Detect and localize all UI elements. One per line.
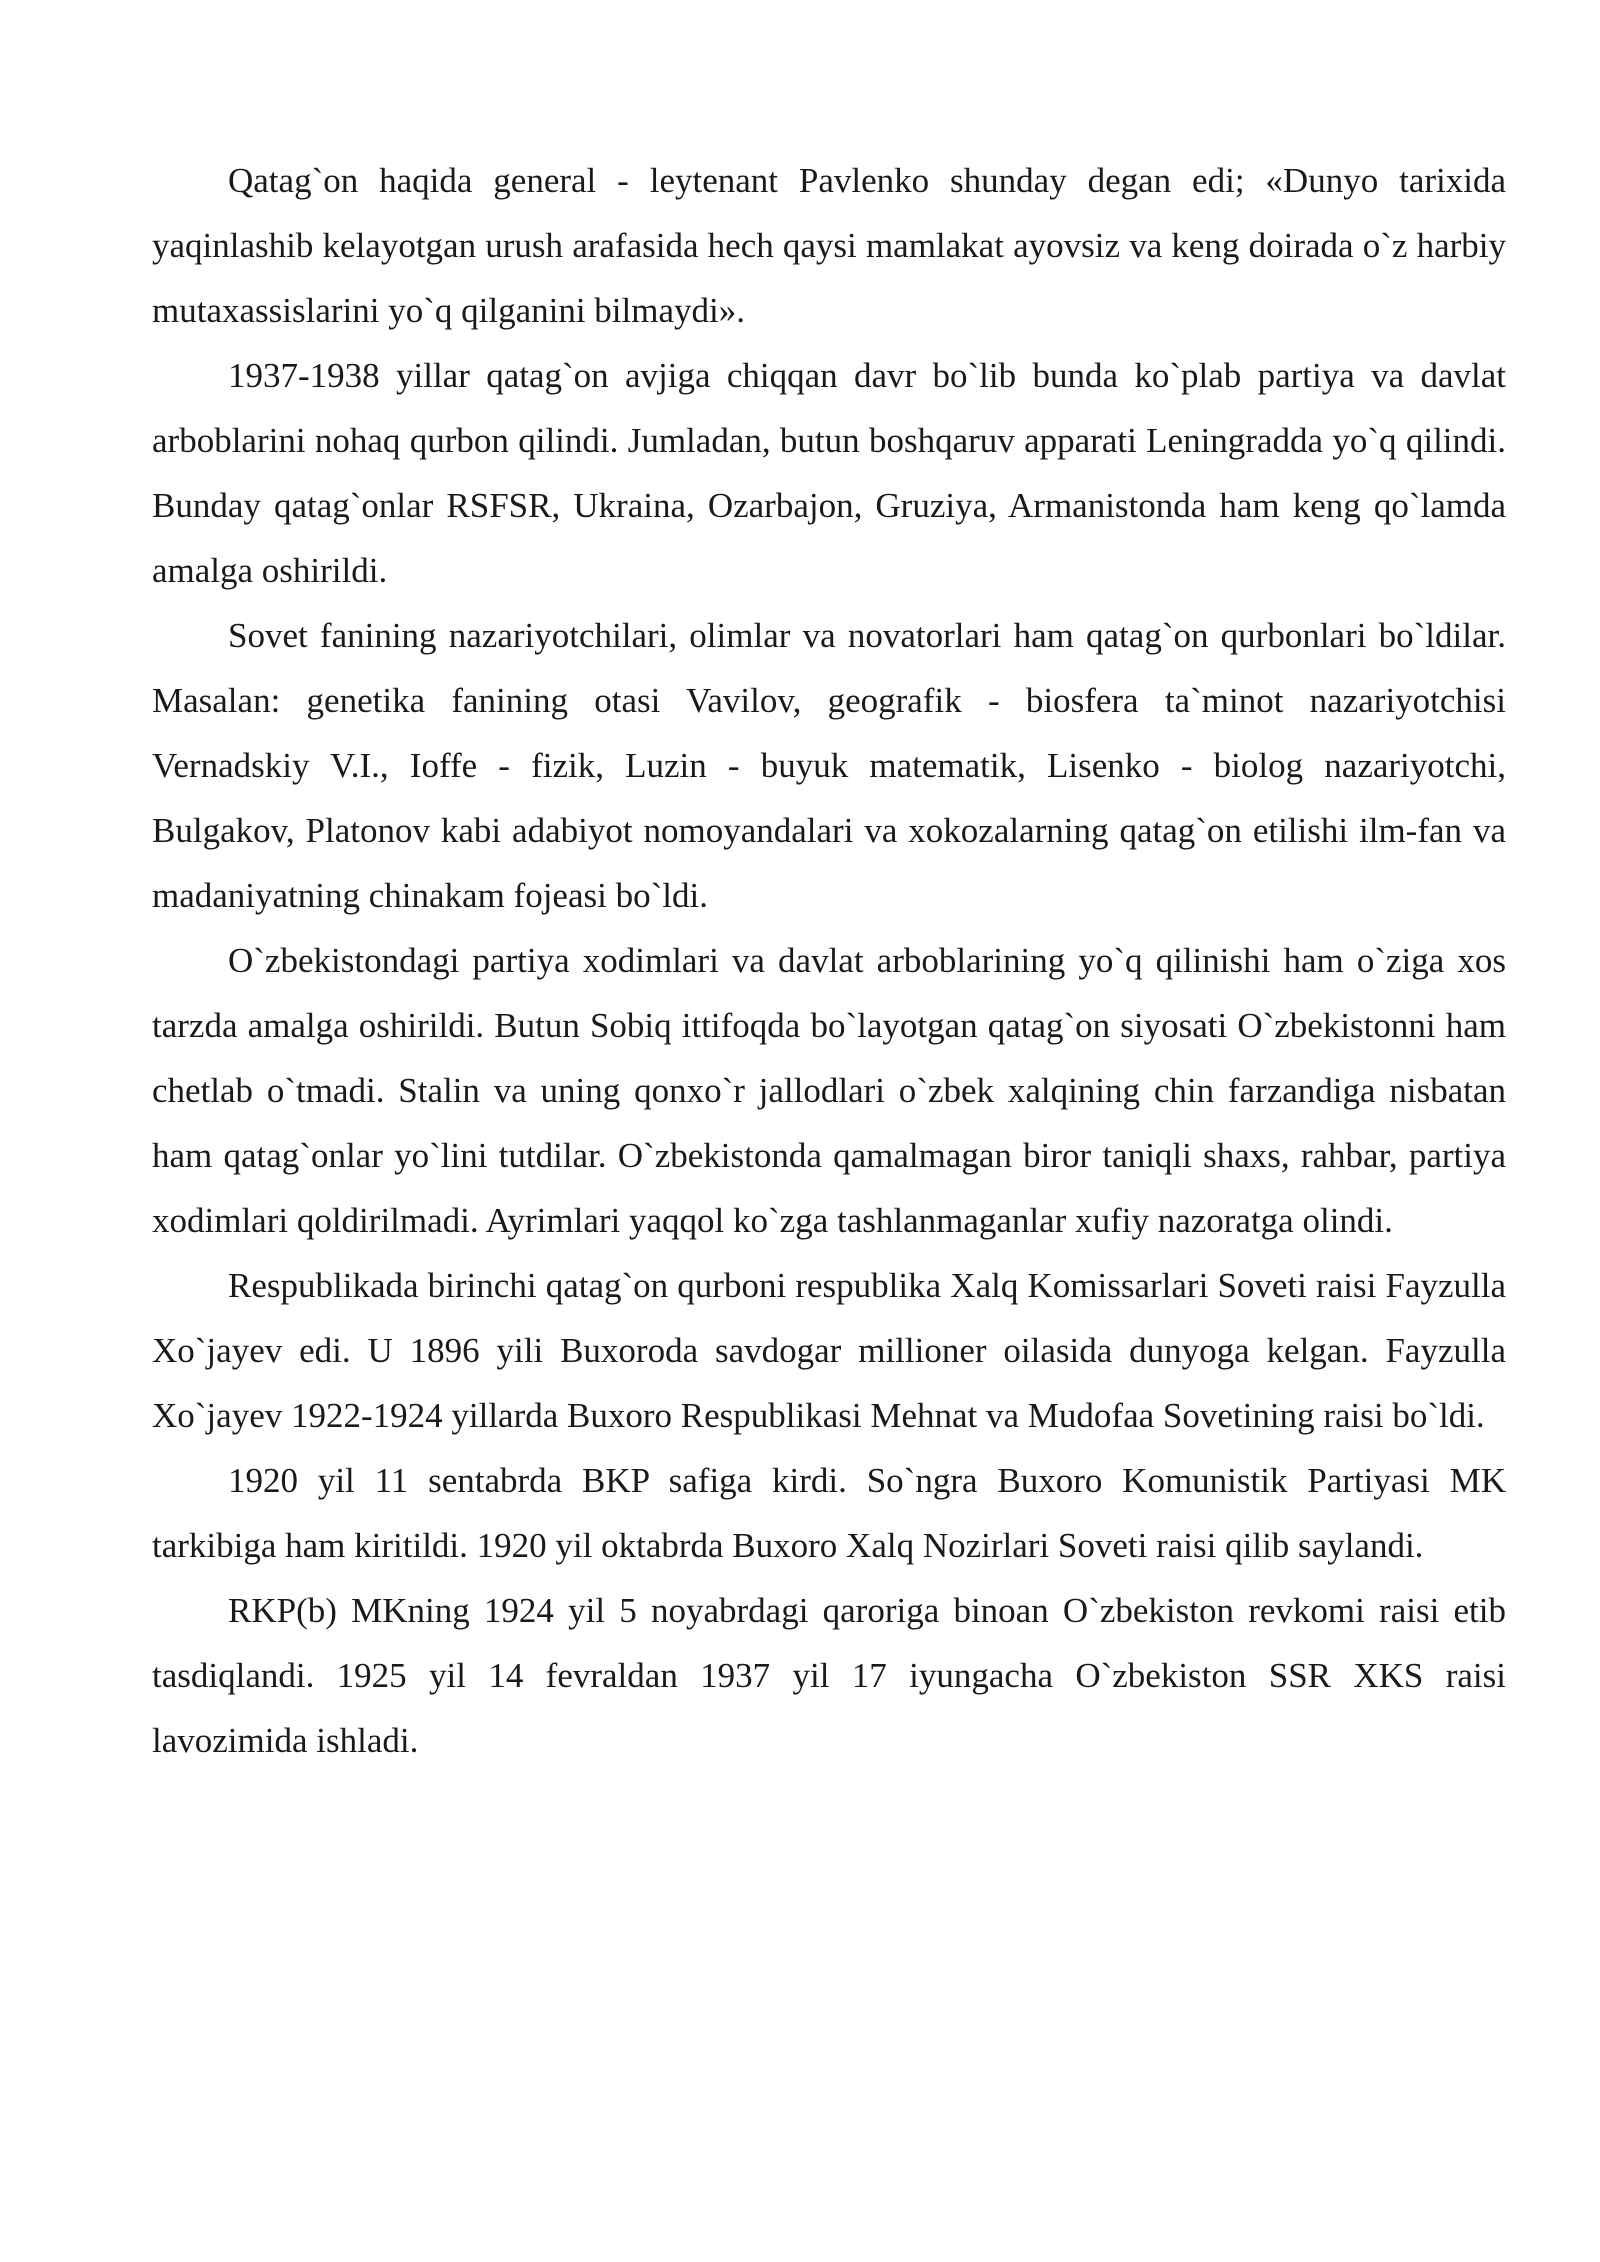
document-page — [152, 148, 1506, 1773]
paragraph: Qatag`on haqida general - leytenant Pavlenko shunday degan edi; «Dunyo tarixida yaqinlashib kelayotgan urush arafasida hech qaysi mamlakat ayovsiz va keng doirada o`z harbiy mutaxassislarini yo`q qilganini bilmaydi». — [152, 161, 1506, 330]
paragraph: Sovet fanining nazariyotchilari, olimlar va novatorlari ham qatag`on qurbonlari bo`ldilar. Masalan: genetika fanining otasi Vavilov, geografik - biosfera ta`minot nazariyotchisi Vernadskiy V.I., Ioffe - fizik, Luzin - buyuk matematik, Lisenko - biolog nazariyotchi, Bulgakov, Platonov kabi adabiyot nomoyandalari va xokozalarning qatag`on etilishi ilm-fan va madaniyatning chinakam fojeasi bo`ldi. — [152, 616, 1506, 915]
paragraph: RKP(b) MKning 1924 yil 5 noyabrdagi qaroriga binoan O`zbekiston revkomi raisi etib tasdiqlandi. 1925 yil 14 fevraldan 1937 yil 17 iyungacha O`zbekiston SSR XKS raisi lavozimida ishladi. — [152, 1591, 1506, 1760]
paragraph: 1920 yil 11 sentabrda BKP safiga kirdi. So`ngra Buxoro Komunistik Partiyasi MK tarkibiga ham kiritildi. 1920 yil oktabrda Buxoro Xalq Nozirlari Soveti raisi qilib saylandi. — [152, 1461, 1506, 1565]
paragraph: O`zbekistondagi partiya xodimlari va davlat arboblarining yo`q qilinishi ham o`ziga xos tarzda amalga oshirildi. Butun Sobiq ittifoqda bo`layotgan qatag`on siyosati O`zbekistonni ham chetlab o`tmadi. Stalin va uning qonxo`r jallodlari o`zbek xalqining chin farzandiga nisbatan ham qatag`onlar yo`lini tutdilar. O`zbekistonda qamalmagan biror taniqli shaxs, rahbar, partiya xodimlari qoldirilmadi. Ayrimlari yaqqol ko`zga tashlanmaganlar xufiy nazoratga olindi. — [152, 941, 1506, 1240]
paragraph: Respublikada birinchi qatag`on qurboni respublika Xalq Komissarlari Soveti raisi Fayzulla Xo`jayev edi. U 1896 yili Buxoroda savdogar millioner oilasida dunyoga kelgan. Fayzulla Xo`jayev 1922-1924 yillarda Buxoro Respublikasi Mehnat va Mudofaa Sovetining raisi bo`ldi. — [152, 1266, 1506, 1435]
paragraph: 1937-1938 yillar qatag`on avjiga chiqqan davr bo`lib bunda ko`plab partiya va davlat arboblarini nohaq qurbon qilindi. Jumladan, butun boshqaruv apparati Leningradda yo`q qilindi. Bunday qatag`onlar RSFSR, Ukraina, Ozarbajon, Gruziya, Armanistonda ham keng qo`lamda amalga oshirildi. — [152, 356, 1506, 590]
